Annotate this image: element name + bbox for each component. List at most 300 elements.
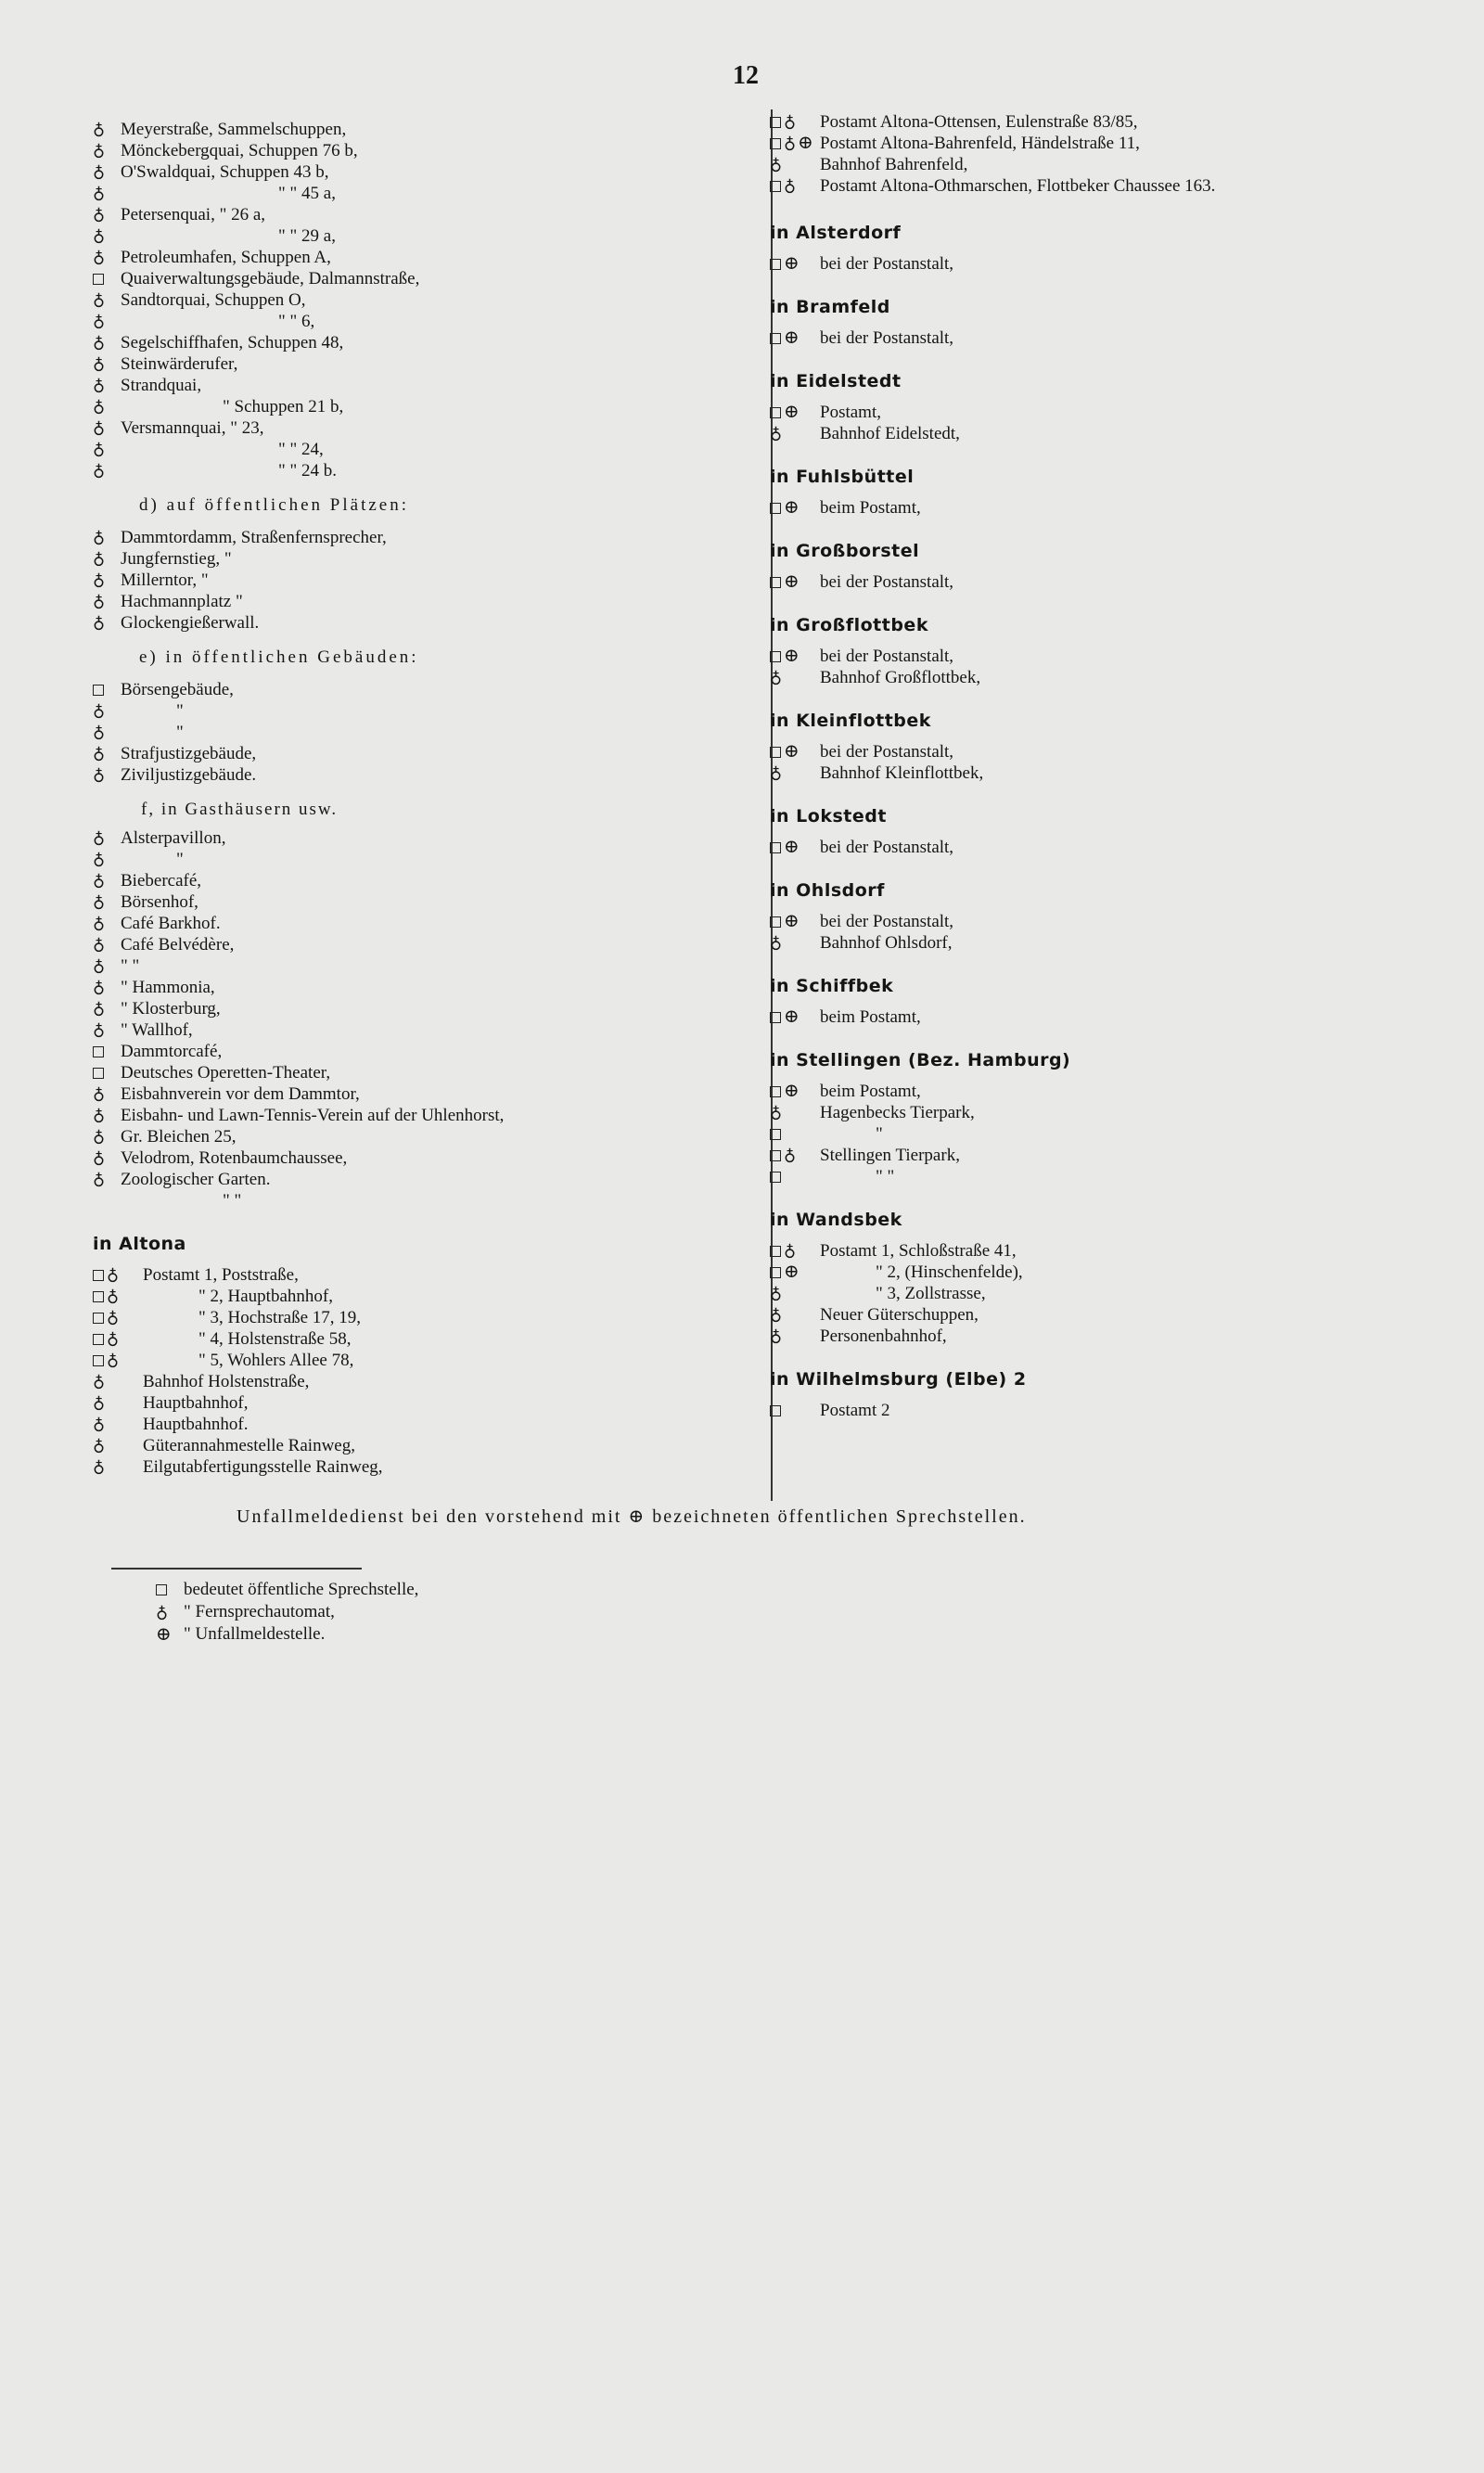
place-heading: in Alsterdorf <box>770 223 902 243</box>
phone-booth-icon: ♁ <box>107 1308 120 1326</box>
entry-text: Petroleumhafen, Schuppen A, <box>121 248 331 267</box>
place-heading: in Stellingen (Bez. Hamburg) <box>770 1050 1071 1070</box>
marker <box>770 667 820 688</box>
marker <box>93 743 121 764</box>
place-heading: in Lokstedt <box>770 806 887 826</box>
phone-booth-icon: ♁ <box>93 613 106 632</box>
phone-booth-icon: ♁ <box>784 1241 797 1260</box>
legend-item <box>156 1579 418 1601</box>
list-item <box>93 891 770 913</box>
list-item <box>93 700 770 722</box>
list-item <box>770 327 1419 349</box>
phone-booth-icon: ♁ <box>93 1127 106 1146</box>
entry-text: " Unfallmeldestelle. <box>184 1624 326 1644</box>
list-item <box>93 1190 770 1211</box>
place-items <box>770 497 1419 519</box>
entry-text: Quaiverwaltungsgebäude, Dalmannstraße, <box>121 269 420 288</box>
list-item <box>770 402 1419 423</box>
marker <box>93 998 121 1019</box>
list-item <box>93 1371 770 1392</box>
phone-booth-icon: ♁ <box>770 763 783 782</box>
entry-text: Postamt 1, Schloßstraße 41, <box>820 1241 1017 1261</box>
public-phone-square-icon <box>93 1355 104 1366</box>
entry-text: bei der Postanstalt, <box>820 328 954 348</box>
entry-text: " " 6, <box>278 312 315 331</box>
phone-booth-icon: ♁ <box>93 184 106 202</box>
entry-text: Bahnhof Holstenstraße, <box>143 1372 310 1391</box>
list-item <box>93 1264 770 1286</box>
phone-booth-icon: ♁ <box>93 1170 106 1188</box>
entry-text: bedeutet öffentliche Sprechstelle, <box>184 1580 419 1599</box>
public-phone-square-icon <box>770 1267 781 1278</box>
phone-booth-icon: ♁ <box>93 1457 106 1476</box>
public-phone-square-icon <box>770 1150 781 1161</box>
phone-booth-icon: ♁ <box>770 1103 783 1121</box>
marker <box>93 140 121 161</box>
list-item <box>770 1102 1419 1123</box>
list-item <box>93 1456 770 1478</box>
marker <box>93 274 121 285</box>
section-d-list <box>93 527 770 634</box>
phone-booth-icon: ♁ <box>107 1265 120 1284</box>
entry-text: Postamt, <box>820 403 881 422</box>
place-items <box>770 1400 1419 1421</box>
marker <box>93 311 121 332</box>
public-phone-square-icon <box>770 407 781 418</box>
entry-text: Neuer Güterschuppen, <box>820 1305 979 1325</box>
place-heading: in Kleinflottbek <box>770 711 931 731</box>
list-item <box>93 375 770 396</box>
entry-text: " " <box>223 1191 242 1211</box>
list-item <box>770 837 1419 858</box>
marker <box>93 955 121 977</box>
phone-booth-icon: ♁ <box>93 1393 106 1412</box>
entry-text: Eilgutabfertigungsstelle Rainweg, <box>143 1457 383 1477</box>
entry-text: Eisbahn- und Lawn-Tennis-Verein auf der Uhlenhorst, <box>121 1106 505 1125</box>
list-item <box>93 1019 770 1041</box>
marker <box>93 1068 121 1079</box>
marker <box>770 497 820 519</box>
entry-text: Bahnhof Ohlsdorf, <box>820 933 953 953</box>
entry-text: Steinwärderufer, <box>121 354 238 374</box>
phone-booth-icon: ♁ <box>93 1372 106 1390</box>
left-column <box>93 119 770 1478</box>
list-item <box>93 679 770 700</box>
list-item <box>93 439 770 460</box>
marker <box>93 1169 121 1190</box>
right-column <box>770 111 1419 1421</box>
entry-text: Hauptbahnhof, <box>143 1393 249 1413</box>
entry-text: " Klosterburg, <box>121 999 221 1019</box>
marker <box>93 700 121 722</box>
phone-booth-icon: ♁ <box>93 978 106 996</box>
place-heading: in Eidelstedt <box>770 371 902 391</box>
list-item <box>93 612 770 634</box>
marker <box>93 1126 121 1147</box>
list-item <box>93 548 770 570</box>
list-item <box>93 1126 770 1147</box>
entry-text: Deutsches Operetten-Theater, <box>121 1063 331 1083</box>
list-item <box>93 119 770 140</box>
list-item <box>93 934 770 955</box>
entry-text: Bahnhof Großflottbek, <box>820 668 981 687</box>
list-item <box>770 1262 1419 1283</box>
entry-text: Stellingen Tierpark, <box>820 1146 960 1165</box>
entry-text: Gr. Bleichen 25, <box>121 1127 237 1147</box>
list-item <box>770 1145 1419 1166</box>
phone-booth-icon: ♁ <box>93 914 106 932</box>
place-items <box>770 741 1419 784</box>
list-item <box>770 1326 1419 1347</box>
entry-text: Strafjustizgebäude, <box>121 744 257 763</box>
entry-text: Güterannahmestelle Rainweg, <box>143 1436 355 1455</box>
list-item <box>93 1041 770 1062</box>
phone-booth-icon: ♁ <box>107 1287 120 1305</box>
marker <box>93 548 121 570</box>
phone-booth-icon: ♁ <box>156 1603 169 1621</box>
entry-text: beim Postamt, <box>820 1007 921 1027</box>
list-item <box>93 1169 770 1190</box>
phone-booth-icon: ♁ <box>93 549 106 568</box>
list-item <box>93 1350 770 1371</box>
marker <box>93 1147 121 1169</box>
entry-text: Jungfernstieg, " <box>121 549 232 569</box>
entry-text: " Schuppen 21 b, <box>223 397 344 416</box>
entry-text: Postamt Altona-Othmarschen, Flottbeker Chaussee 163. <box>820 176 1216 196</box>
entry-text: Hagenbecks Tierpark, <box>820 1103 975 1122</box>
phone-booth-icon: ♁ <box>93 850 106 868</box>
marker <box>770 1283 820 1304</box>
marker <box>93 612 121 634</box>
phone-booth-icon: ♁ <box>93 592 106 610</box>
marker <box>770 1102 820 1123</box>
phone-booth-icon: ♁ <box>93 892 106 911</box>
marker <box>770 932 820 954</box>
list-item <box>770 423 1419 444</box>
marker <box>93 1435 143 1456</box>
public-phone-square-icon <box>93 1334 104 1345</box>
altona-heading: in Altona <box>93 1234 186 1254</box>
list-item <box>93 417 770 439</box>
list-item <box>770 1081 1419 1102</box>
marker <box>770 762 820 784</box>
place-heading: in Bramfeld <box>770 297 890 317</box>
marker <box>93 1083 121 1105</box>
entry-text: Hachmannplatz " <box>121 592 243 611</box>
entry-text: Postamt 1, Poststraße, <box>143 1265 299 1285</box>
entry-text: Meyerstraße, Sammelschuppen, <box>121 120 347 139</box>
phone-booth-icon: ♁ <box>93 141 106 160</box>
marker <box>93 247 121 268</box>
entry-text: beim Postamt, <box>820 1082 921 1101</box>
list-item <box>93 140 770 161</box>
entry-text: bei der Postanstalt, <box>820 838 954 857</box>
legend <box>156 1579 418 1646</box>
marker <box>93 119 121 140</box>
marker <box>770 1145 820 1166</box>
marker <box>93 1264 143 1286</box>
phone-booth-icon: ♁ <box>770 668 783 686</box>
public-phone-square-icon <box>770 117 781 128</box>
phone-booth-icon: ♁ <box>93 723 106 741</box>
marker <box>156 1623 184 1646</box>
phone-booth-icon: ♁ <box>93 765 106 784</box>
accident-report-icon: ⊕ <box>156 1624 172 1645</box>
phone-booth-icon: ♁ <box>93 376 106 394</box>
entry-text: bei der Postanstalt, <box>820 742 954 762</box>
marker <box>93 225 121 247</box>
phone-booth-icon: ♁ <box>93 248 106 266</box>
marker <box>156 1601 184 1623</box>
phone-booth-icon: ♁ <box>93 528 106 546</box>
phone-booth-icon: ♁ <box>107 1329 120 1348</box>
list-item <box>770 1006 1419 1028</box>
marker <box>770 1304 820 1326</box>
marker <box>93 1046 121 1057</box>
entry-text: Postamt 2 <box>820 1401 890 1420</box>
legend-item <box>156 1623 418 1646</box>
phone-booth-icon: ♁ <box>93 354 106 373</box>
accident-report-icon: ⊕ <box>784 1262 800 1282</box>
phone-booth-icon: ♁ <box>770 1326 783 1345</box>
phone-booth-icon: ♁ <box>784 134 797 152</box>
public-phone-square-icon <box>770 916 781 928</box>
list-item <box>93 1307 770 1328</box>
place-items <box>770 1006 1419 1028</box>
list-item <box>93 1435 770 1456</box>
section-e-list <box>93 679 770 786</box>
list-item <box>93 460 770 481</box>
marker <box>770 571 820 593</box>
entry-text: Dammtordamm, Straßenfernsprecher, <box>121 528 387 547</box>
accident-report-icon: ⊕ <box>784 497 800 518</box>
place-heading: in Wandsbek <box>770 1210 902 1230</box>
list-item <box>770 571 1419 593</box>
list-item <box>93 870 770 891</box>
accident-report-icon: ⊕ <box>784 1006 800 1027</box>
phone-booth-icon: ♁ <box>93 701 106 720</box>
marker <box>93 849 121 870</box>
entry-text: " " 29 a, <box>278 226 336 246</box>
marker <box>770 1240 820 1262</box>
list-item <box>93 1392 770 1414</box>
accident-report-icon: ⊕ <box>784 571 800 592</box>
phone-booth-icon: ♁ <box>93 935 106 954</box>
phone-booth-icon: ♁ <box>93 1436 106 1454</box>
entry-text: " 3, Zollstrasse, <box>876 1284 986 1303</box>
marker <box>93 870 121 891</box>
place-heading: in Großflottbek <box>770 615 928 635</box>
entry-text: Börsenhof, <box>121 892 198 912</box>
public-phone-square-icon <box>770 333 781 344</box>
marker <box>770 741 820 762</box>
phone-booth-icon: ♁ <box>93 333 106 352</box>
altona-list <box>93 1264 770 1478</box>
place-heading: in Schiffbek <box>770 976 894 996</box>
list-item <box>93 1328 770 1350</box>
entry-text: Glockengießerwall. <box>121 613 260 633</box>
public-phone-square-icon <box>93 685 104 696</box>
marker <box>93 1456 143 1478</box>
list-item <box>93 396 770 417</box>
marker <box>93 685 121 696</box>
list-item <box>93 849 770 870</box>
entry-text: " " <box>876 1167 895 1186</box>
list-item <box>93 1105 770 1126</box>
accident-report-icon: ⊕ <box>784 402 800 422</box>
entry-text: " Hammonia, <box>121 978 215 997</box>
phone-booth-icon: ♁ <box>93 828 106 847</box>
phone-booth-icon: ♁ <box>93 162 106 181</box>
public-phone-square-icon <box>770 1012 781 1023</box>
phone-booth-icon: ♁ <box>93 397 106 416</box>
entry-text: Segelschiffhafen, Schuppen 48, <box>121 333 344 352</box>
marker <box>770 154 820 175</box>
phone-booth-icon: ♁ <box>93 1084 106 1103</box>
entry-text: Postamt Altona-Bahrenfeld, Händelstraße 11, <box>820 134 1140 153</box>
list-item <box>93 998 770 1019</box>
phone-booth-icon: ♁ <box>770 424 783 442</box>
entry-text: Ziviljustizgebäude. <box>121 765 257 785</box>
list-item <box>93 1062 770 1083</box>
section-f-title: f, in Gasthäusern usw. <box>141 800 339 819</box>
entry-text: Bahnhof Bahrenfeld, <box>820 155 968 174</box>
accident-report-icon: ⊕ <box>784 253 800 274</box>
public-phone-square-icon <box>93 1270 104 1281</box>
list-item <box>770 1166 1419 1187</box>
phone-booth-icon: ♁ <box>107 1351 120 1369</box>
entry-text: " <box>176 723 184 742</box>
list-item <box>770 1283 1419 1304</box>
list-item <box>93 183 770 204</box>
phone-booth-icon: ♁ <box>784 112 797 131</box>
accident-report-icon: ⊕ <box>784 327 800 348</box>
place-heading: in Großborstel <box>770 541 920 561</box>
marker <box>93 722 121 743</box>
list-item <box>770 911 1419 932</box>
entry-text: Hauptbahnhof. <box>143 1415 249 1434</box>
entry-text: " " 45 a, <box>278 184 336 203</box>
marker <box>93 1328 143 1350</box>
public-phone-square-icon <box>770 503 781 514</box>
list-item <box>93 722 770 743</box>
public-phone-square-icon <box>93 274 104 285</box>
list-item <box>93 977 770 998</box>
place-heading: in Ohlsdorf <box>770 880 885 901</box>
phone-booth-icon: ♁ <box>770 1284 783 1302</box>
marker <box>93 161 121 183</box>
public-phone-square-icon <box>770 1172 781 1183</box>
entry-text: Strandquai, <box>121 376 202 395</box>
places-list <box>770 223 1419 1421</box>
entry-text: Café Belvédère, <box>121 935 235 955</box>
entry-text: Börsengebäude, <box>121 680 234 699</box>
list-item <box>93 1414 770 1435</box>
entry-text: bei der Postanstalt, <box>820 572 954 592</box>
entry-text: Alsterpavillon, <box>121 828 226 848</box>
section-c-list <box>93 119 770 481</box>
place-items <box>770 571 1419 593</box>
place-items <box>770 402 1419 444</box>
footnote-rule <box>111 1568 362 1570</box>
marker <box>770 1129 820 1140</box>
public-phone-square-icon <box>770 1129 781 1140</box>
entry-text: " 5, Wohlers Allee 78, <box>198 1351 354 1370</box>
marker <box>93 460 121 481</box>
marker <box>93 1105 121 1126</box>
list-item <box>93 311 770 332</box>
accident-report-icon: ⊕ <box>784 646 800 666</box>
place-heading: in Wilhelmsburg (Elbe) 2 <box>770 1369 1027 1390</box>
marker <box>770 1262 820 1283</box>
entry-text: Eisbahnverein vor dem Dammtor, <box>121 1084 360 1104</box>
phone-booth-icon: ♁ <box>770 155 783 173</box>
entry-text: Bahnhof Kleinflottbek, <box>820 763 984 783</box>
list-item <box>93 743 770 764</box>
entry-text: Sandtorquai, Schuppen O, <box>121 290 306 310</box>
entry-text: " 3, Hochstraße 17, 19, <box>198 1308 362 1327</box>
list-item <box>770 932 1419 954</box>
section-d-title: d) auf öffentlichen Plätzen: <box>139 495 409 515</box>
marker <box>93 934 121 955</box>
entry-text: bei der Postanstalt, <box>820 254 954 274</box>
phone-booth-icon: ♁ <box>93 956 106 975</box>
marker <box>93 289 121 311</box>
marker <box>93 375 121 396</box>
list-item <box>770 762 1419 784</box>
entry-text: " 4, Holstenstraße 58, <box>198 1329 352 1349</box>
phone-booth-icon: ♁ <box>93 461 106 480</box>
entry-text: " " 24 b. <box>278 461 338 481</box>
place-items <box>770 1081 1419 1187</box>
page-number: 12 <box>733 61 759 90</box>
marker <box>770 1172 820 1183</box>
marker <box>93 891 121 913</box>
entry-text: Personenbahnhof, <box>820 1326 947 1346</box>
marker <box>770 327 820 349</box>
list-item <box>770 111 1419 133</box>
marker <box>93 827 121 849</box>
public-phone-square-icon <box>93 1291 104 1302</box>
entry-text: Bahnhof Eidelstedt, <box>820 424 960 443</box>
marker <box>770 402 820 423</box>
phone-booth-icon: ♁ <box>770 1305 783 1324</box>
list-item <box>93 827 770 849</box>
phone-booth-icon: ♁ <box>93 999 106 1018</box>
marker <box>93 396 121 417</box>
marker <box>770 1326 820 1347</box>
marker <box>770 837 820 858</box>
phone-booth-icon: ♁ <box>93 312 106 330</box>
list-item <box>770 1304 1419 1326</box>
marker <box>770 1081 820 1102</box>
marker <box>770 175 820 197</box>
list-item <box>93 955 770 977</box>
marker <box>93 1286 143 1307</box>
phone-booth-icon: ♁ <box>93 1106 106 1124</box>
marker <box>93 591 121 612</box>
entry-text: " " 24, <box>278 440 324 459</box>
phone-booth-icon: ♁ <box>93 871 106 890</box>
list-item <box>93 527 770 548</box>
accident-report-icon: ⊕ <box>784 911 800 931</box>
entry-text: O'Swaldquai, Schuppen 43 b, <box>121 162 329 182</box>
public-phone-square-icon <box>156 1584 167 1595</box>
entry-text: " <box>876 1124 883 1144</box>
public-phone-square-icon <box>770 138 781 149</box>
place-items <box>770 327 1419 349</box>
phone-booth-icon: ♁ <box>93 226 106 245</box>
